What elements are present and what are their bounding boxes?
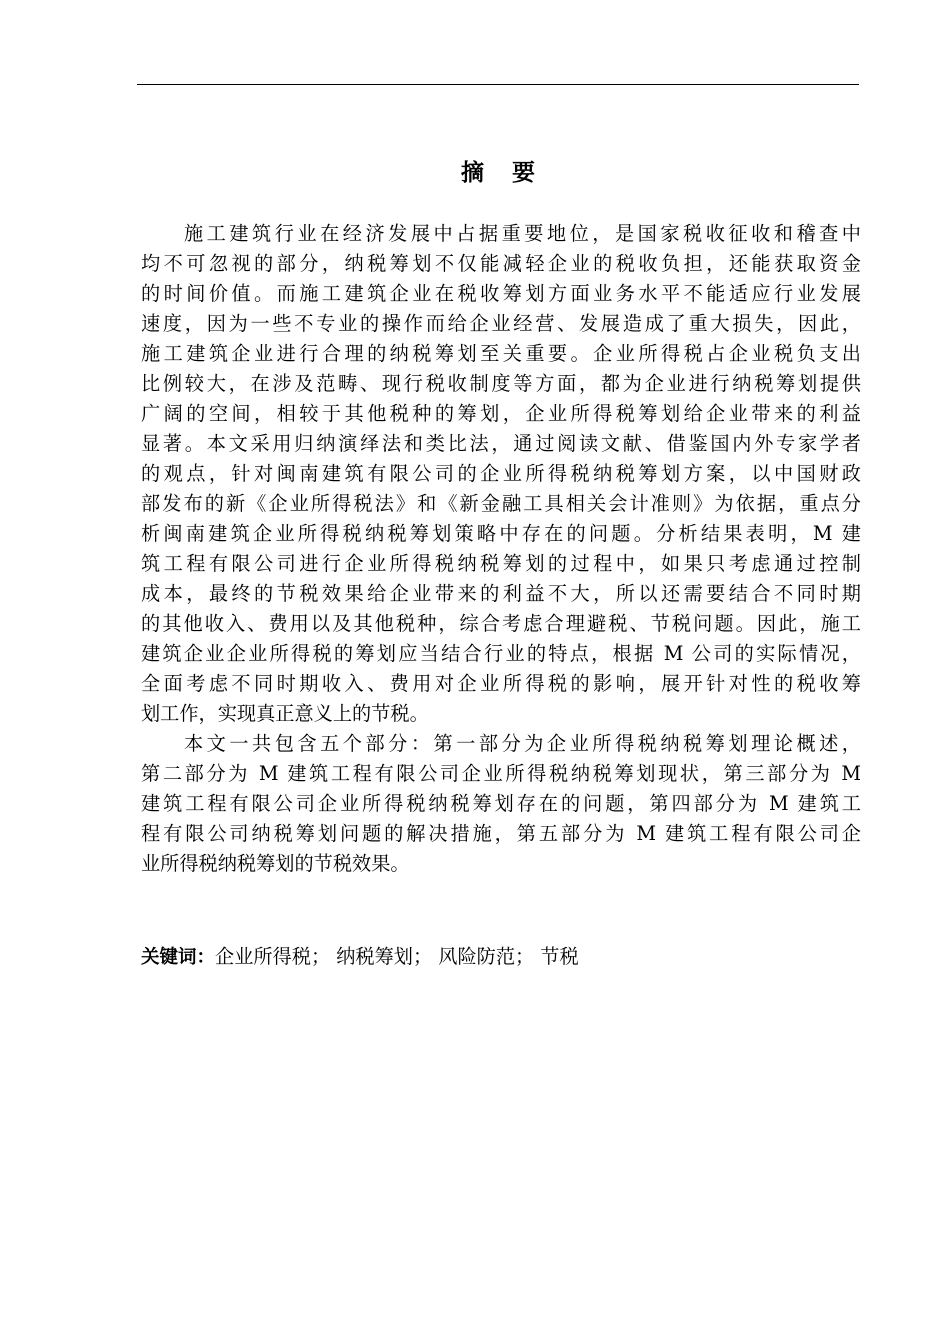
- abstract-body: [141, 219, 861, 879]
- paragraph-line: 比例较大，在涉及范畴、现行税收制度等方面，都为企业进行纳税筹划提供: [141, 372, 861, 395]
- abstract-paragraph-2: [141, 729, 861, 879]
- keywords-items: 企业所得税； 纳税筹划； 风险防范； 节税: [215, 945, 579, 968]
- paragraph-line: 第二部分为 M 建筑工程有限公司企业所得税纳税筹划现状，第三部分为 M: [141, 762, 861, 785]
- paragraph-line: 的其他收入、费用以及其他税种，综合考虑合理避税、节税问题。因此，施工: [141, 612, 861, 635]
- paragraph-line: 成本，最终的节税效果给企业带来的利益不大，所以还需要结合不同时期: [141, 582, 861, 605]
- paragraph-line: 施工建筑企业进行合理的纳税筹划至关重要。企业所得税占企业税负支出: [141, 342, 861, 365]
- keywords-label: 关键词：: [141, 947, 216, 968]
- paragraph-line: 的时间价值。而施工建筑企业在税收筹划方面业务水平不能适应行业发展: [141, 282, 861, 305]
- paragraph-line: 业所得税纳税筹划的节税效果。: [141, 852, 410, 875]
- paragraph-line: 筑工程有限公司进行企业所得税纳税筹划的过程中，如果只考虑通过控制: [141, 552, 861, 575]
- keywords: [141, 941, 579, 973]
- paragraph-line: 建筑企业企业所得税的筹划应当结合行业的特点，根据 M 公司的实际情况，: [141, 642, 861, 665]
- paragraph-line: 部发布的新《企业所得税法》和《新金融工具相关会计准则》为依据，重点分: [141, 492, 861, 515]
- paragraph-line: 的观点，针对闽南建筑有限公司的企业所得税纳税筹划方案，以中国财政: [141, 462, 861, 485]
- paragraph-line: 程有限公司纳税筹划问题的解决措施，第五部分为 M 建筑工程有限公司企: [141, 822, 861, 845]
- paragraph-line: 本文一共包含五个部分：第一部分为企业所得税纳税筹划理论概述，: [184, 732, 861, 755]
- paragraph-line: 全面考虑不同时期收入、费用对企业所得税的影响，展开针对性的税收筹: [141, 672, 861, 695]
- paragraph-line: 显著。本文采用归纳演绎法和类比法，通过阅读文献、借鉴国内外专家学者: [141, 432, 861, 455]
- paragraph-line: 均不可忽视的部分，纳税筹划不仅能减轻企业的税收负担，还能获取资金: [141, 252, 861, 275]
- paragraph-line: 施工建筑行业在经济发展中占据重要地位，是国家税收征收和稽查中: [184, 222, 861, 245]
- paragraph-line: 速度，因为一些不专业的操作而给企业经营、发展造成了重大损失，因此，: [141, 312, 861, 335]
- paragraph-line: 析闽南建筑企业所得税纳税筹划策略中存在的问题。分析结果表明，M 建: [141, 522, 861, 545]
- paragraph-line: 划工作，实现真正意义上的节税。: [141, 702, 429, 725]
- paragraph-line: 建筑工程有限公司企业所得税纳税筹划存在的问题，第四部分为 M 建筑工: [141, 792, 861, 815]
- paragraph-line: 广阔的空间，相较于其他税种的筹划，企业所得税筹划给企业带来的利益: [141, 402, 861, 425]
- header-rule: [137, 84, 859, 85]
- abstract-paragraph-1: [141, 219, 861, 729]
- page-title: 摘 要: [460, 160, 539, 186]
